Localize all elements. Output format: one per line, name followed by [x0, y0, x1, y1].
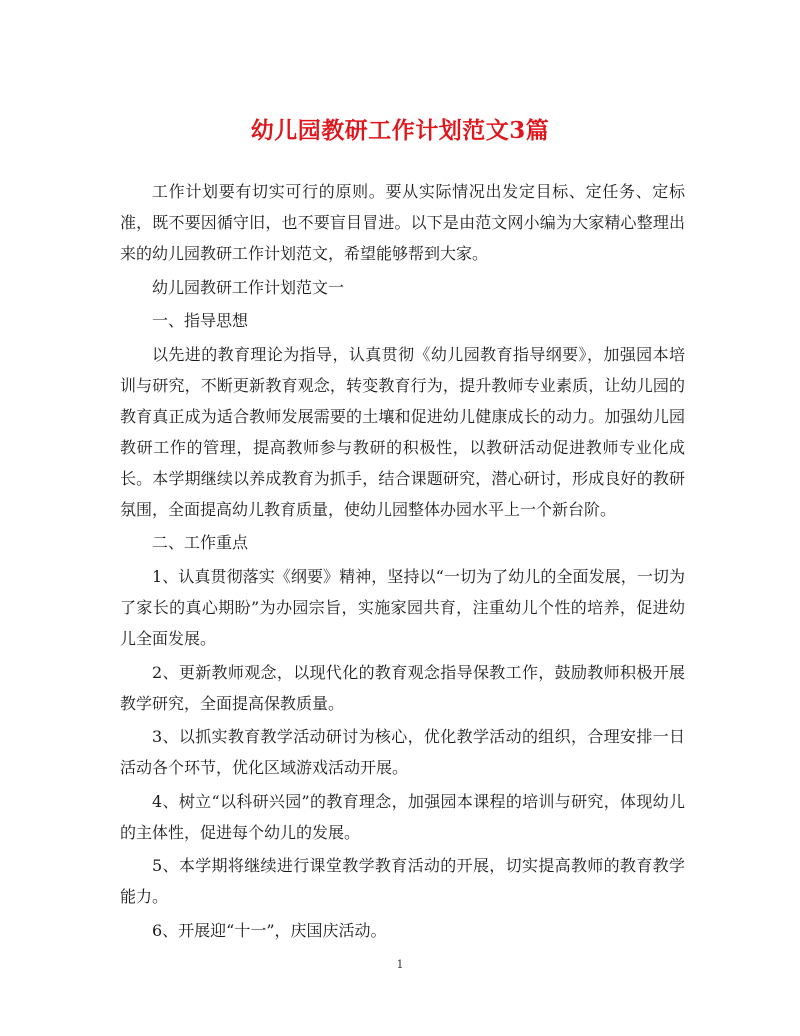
document-body	[120, 176, 685, 949]
section-heading-sample-one: 幼儿园教研工作计划范文一	[152, 277, 345, 297]
work-focus-item-5: 5、本学期将继续进行课堂教学教育活动的开展，切实提高教师的教育教学能力。	[120, 856, 685, 907]
work-focus-item-1: 1、认真贯彻落实《纲要》精神，坚持以“一切为了幼儿的全面发展，一切为了家长的真心期盼”为办园宗旨，实施家园共育，注重幼儿个性的培养，促进幼儿全面发展。	[120, 566, 685, 648]
page-number: 1	[396, 958, 404, 971]
intro-paragraph: 工作计划要有切实可行的原则。要从实际情况出发定目标、定任务、定标准，既不要因循守旧，也不要盲目冒进。以下是由范文网小编为大家精心整理出来的幼儿园教研工作计划范文，希望能够帮到大家。	[120, 182, 685, 263]
document-title: 幼儿园教研工作计划范文3篇	[250, 117, 550, 144]
work-focus-item-4: 4、树立“以科研兴园”的教育理念，加强园本课程的培训与研究，体现幼儿的主体性，促进每个幼儿的发展。	[120, 791, 685, 842]
guiding-ideology-paragraph: 以先进的教育理论为指导，认真贯彻《幼儿园教育指导纲要》，加强园本培训与研究，不断更新教育观念，转变教育行为，提升教师专业素质，让幼儿园的教育真正成为适合教师发展需要的土壤和促进幼儿健康成长的动力。加强幼儿园教研工作的管理，提高教师参与教研的积极性，以教研活动促进教师专业化成长。本学期继续以养成教育为抓手，结合课题研究，潜心研讨，形成良好的教研氛围，全面提高幼儿教育质量，使幼儿园整体办园水平上一个新台阶。	[120, 344, 685, 519]
heading-work-focus: 二、工作重点	[152, 533, 249, 553]
heading-guiding-ideology: 一、指导思想	[152, 311, 249, 331]
work-focus-item-6: 6、开展迎“十一”，庆国庆活动。	[152, 920, 387, 940]
work-focus-item-3: 3、以抓实教育教学活动研讨为核心，优化教学活动的组织，合理安排一日活动各个环节，优化区域游戏活动开展。	[120, 727, 685, 778]
work-focus-item-2: 2、更新教师观念，以现代化的教育观念指导保教工作，鼓励教师积极开展教学研究，全面提高保教质量。	[120, 662, 685, 713]
